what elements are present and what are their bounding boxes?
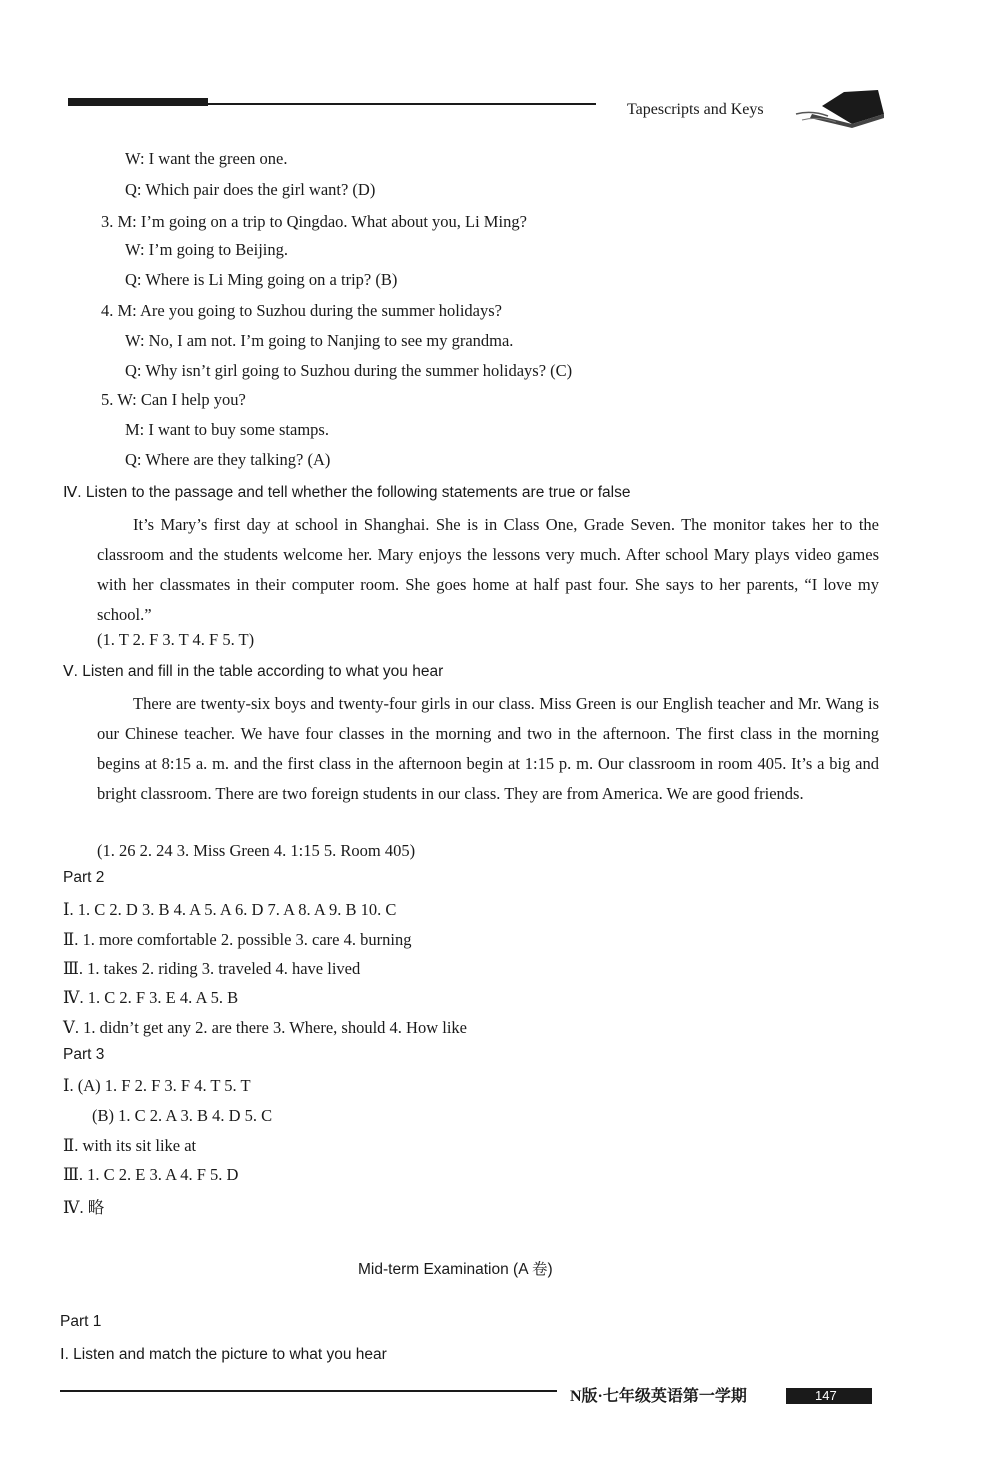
answer-line: Ⅰ. (A) 1. F 2. F 3. F 4. T 5. T	[63, 1076, 251, 1095]
dialogue-line: Q: Where is Li Ming going on a trip? (B)	[125, 270, 398, 289]
section-heading: Ⅴ. Listen and fill in the table according to what you hear	[63, 663, 444, 680]
dialogue-line: 4. M: Are you going to Suzhou during the summer holidays?	[101, 301, 503, 320]
answer-line: Ⅱ. 1. more comfortable 2. possible 3. care 4. burning	[63, 930, 412, 949]
header-rule-thin	[208, 103, 596, 105]
page-number: 147	[815, 1388, 837, 1403]
answer-line: (1. T 2. F 3. T 4. F 5. T)	[97, 630, 255, 649]
answer-line: Ⅰ. 1. C 2. D 3. B 4. A 5. A 6. D 7. A 8. A 9. B 10. C	[63, 900, 397, 919]
dialogue-line: W: I’m going to Beijing.	[125, 240, 288, 259]
part-title: Part 1	[60, 1313, 102, 1330]
dialogue-line: 3. M: I’m going on a trip to Qingdao. What about you, Li Ming?	[101, 212, 527, 231]
section-heading: Ⅳ. Listen to the passage and tell whether the following statements are true or false	[63, 484, 631, 501]
dialogue-line: M: I want to buy some stamps.	[125, 420, 329, 439]
answer-line: Ⅳ. 略	[63, 1198, 105, 1217]
dialogue-line: W: No, I am not. I’m going to Nanjing to see my grandma.	[125, 331, 514, 350]
answer-line: Ⅴ. 1. didn’t get any 2. are there 3. Where, should 4. How like	[63, 1018, 468, 1037]
passage: It’s Mary’s first day at school in Shanghai. She is in Class One, Grade Seven. The monitor takes her to the classroom and the students welcome her. Mary enjoys the lessons very much. After school Mary plays video games with her classmates in their computer room. She goes home at half past four. She says to her parents, “I love my school.”	[97, 515, 879, 624]
answer-line: Ⅳ. 1. C 2. F 3. E 4. A 5. B	[63, 988, 239, 1007]
dialogue-line: Q: Why isn’t girl going to Suzhou during the summer holidays? (C)	[125, 361, 573, 380]
dialogue-line: Q: Where are they talking? (A)	[125, 450, 331, 469]
answer-line: Ⅲ. 1. C 2. E 3. A 4. F 5. D	[63, 1165, 239, 1184]
passage: There are twenty-six boys and twenty-four girls in our class. Miss Green is our English teacher and Mr. Wang is our Chinese teacher. We have four classes in the morning and two in the afternoon. The first class in the morning begins at 8:15 a. m. and the first class in the afternoon begin at 1:15 p. m. Our classroom in room 405. It’s a big and bright classroom. There are two foreign students in our class. They are from America. We are good friends.	[97, 694, 879, 803]
part-title: Part 3	[63, 1046, 105, 1063]
header-rule-thick	[68, 98, 208, 106]
dialogue-line: Q: Which pair does the girl want? (D)	[125, 180, 376, 199]
answer-line: Ⅱ. with its sit like at	[63, 1136, 197, 1155]
section-heading: Ⅰ. Listen and match the picture to what you hear	[60, 1346, 387, 1363]
answer-line: (1. 26 2. 24 3. Miss Green 4. 1:15 5. Room 405)	[97, 841, 416, 860]
book-icon	[792, 84, 888, 130]
answer-line: (B) 1. C 2. A 3. B 4. D 5. C	[92, 1106, 273, 1125]
header-title: Tapescripts and Keys	[627, 101, 764, 118]
dialogue-line: 5. W: Can I help you?	[101, 390, 246, 409]
footer-book-title: N版·七年级英语第一学期	[570, 1388, 747, 1405]
part-title: Part 2	[63, 869, 105, 886]
exam-title: Mid-term Examination (A 卷)	[358, 1261, 553, 1278]
answer-line: Ⅲ. 1. takes 2. riding 3. traveled 4. have lived	[63, 959, 361, 978]
dialogue-line: W: I want the green one.	[125, 149, 288, 168]
footer-rule	[60, 1390, 557, 1392]
